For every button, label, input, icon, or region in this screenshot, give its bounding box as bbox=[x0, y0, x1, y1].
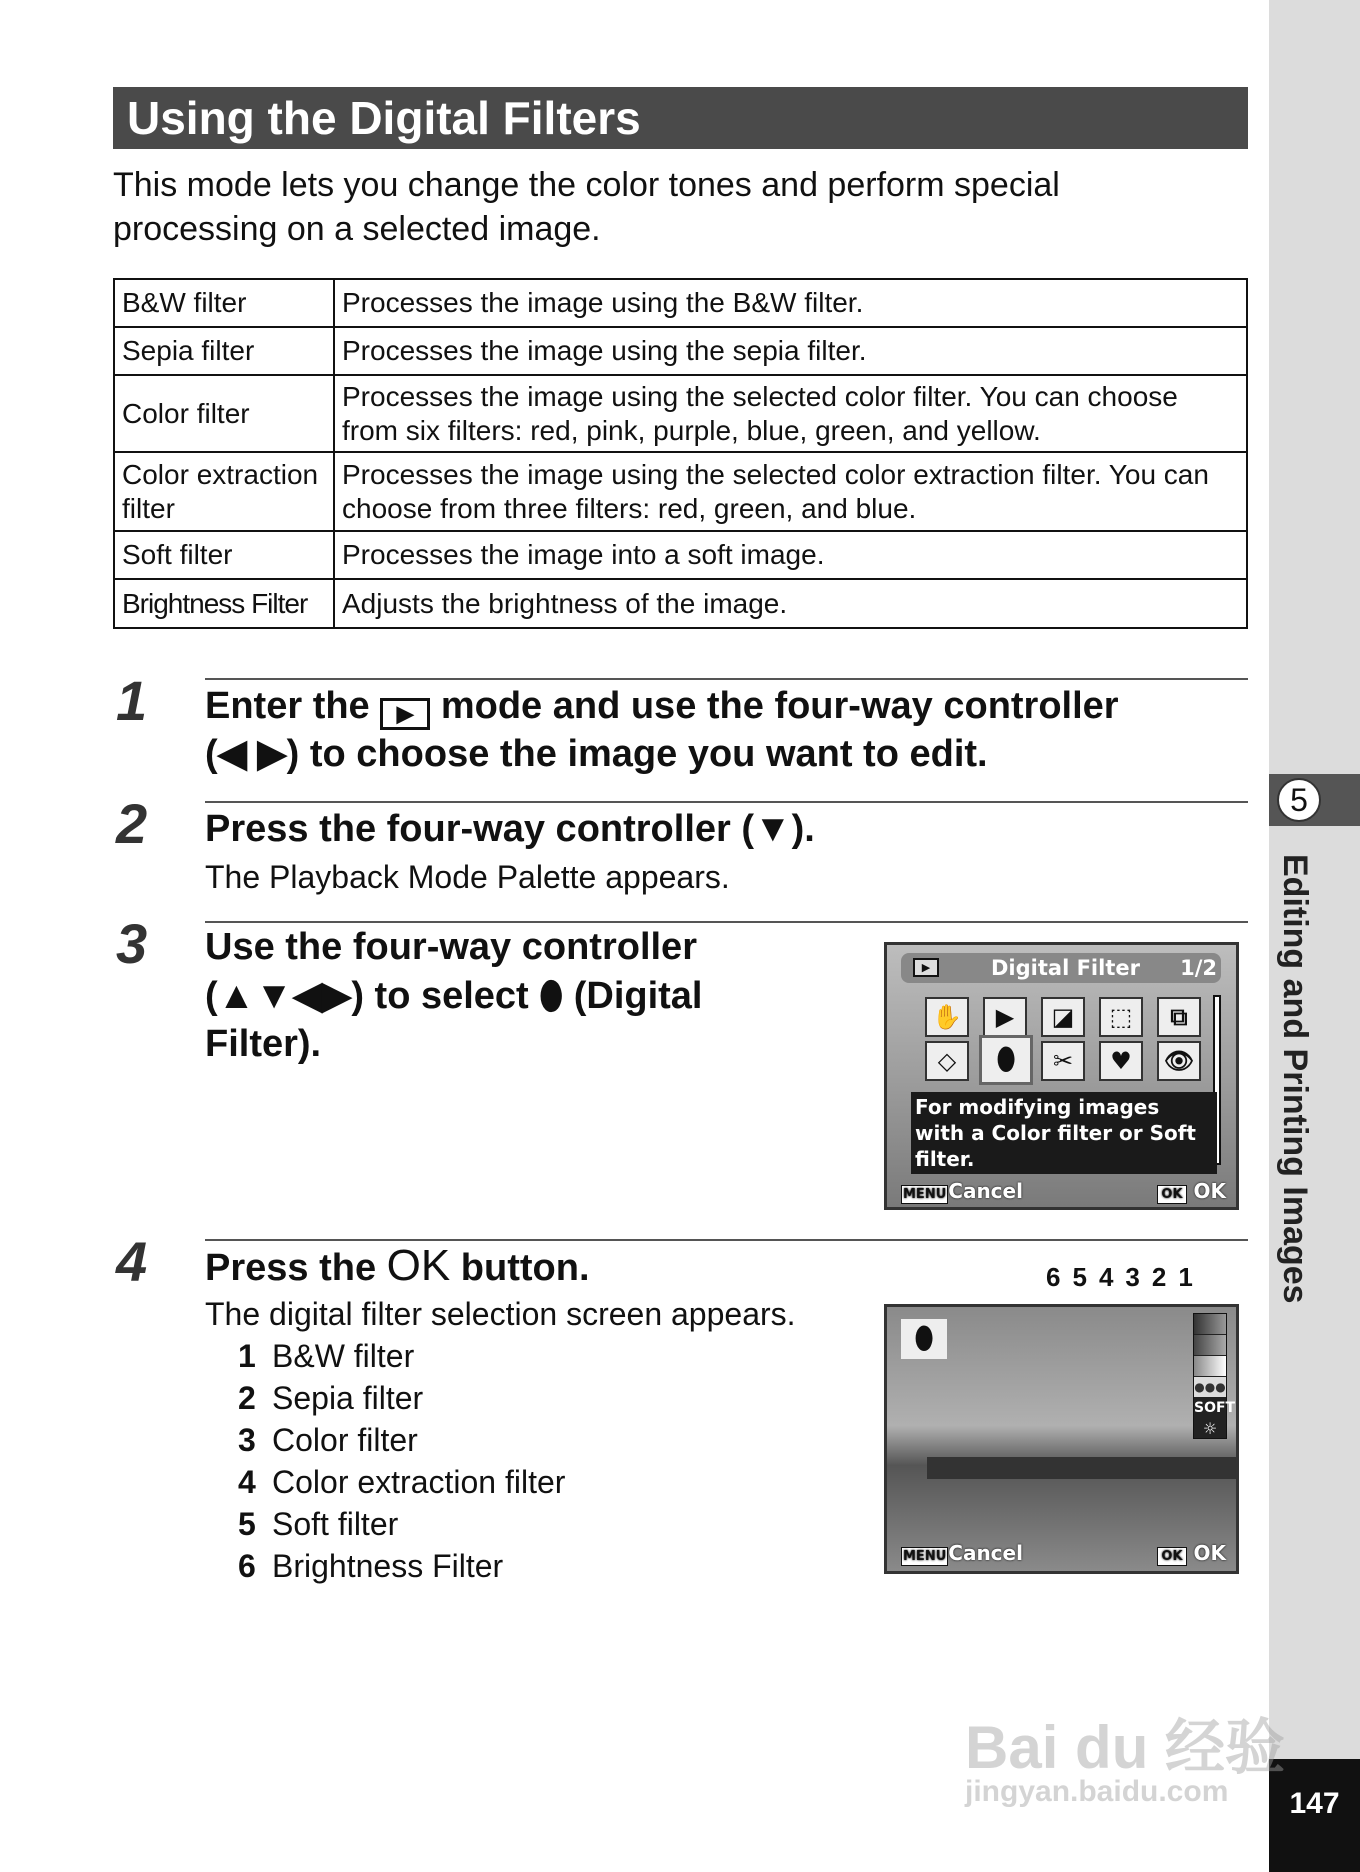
ok-button-glyph: OK bbox=[386, 1241, 451, 1290]
ok-label: OK bbox=[1193, 1541, 1226, 1565]
step-text: Press the bbox=[205, 1247, 377, 1289]
filter-name: Brightness Filter bbox=[114, 579, 334, 628]
digital-filter-icon[interactable]: ⬮ bbox=[979, 1035, 1033, 1085]
list-item: 3 Color filter bbox=[238, 1422, 418, 1458]
filter-name: Soft filter bbox=[114, 531, 334, 579]
bw-filter-icon[interactable] bbox=[1194, 1314, 1226, 1334]
filter-options-strip bbox=[1193, 1313, 1236, 1439]
cancel-label: Cancel bbox=[948, 1541, 1023, 1565]
step-text: Enter the bbox=[205, 685, 370, 727]
page-number: 147 bbox=[1269, 1759, 1360, 1872]
filter-name: Color extraction filter bbox=[114, 452, 334, 531]
step-3-heading-2 bbox=[205, 972, 703, 1020]
step-text: (Digital bbox=[573, 975, 703, 1017]
step-2-text: The Playback Mode Palette appears. bbox=[205, 859, 730, 895]
shake-reduction-icon: ✋ bbox=[925, 997, 969, 1037]
step-number: 2 bbox=[116, 792, 148, 855]
filter-desc: Processes the image into a soft image. bbox=[334, 531, 1247, 579]
pier-image bbox=[927, 1457, 1239, 1479]
list-item: 5 Soft filter bbox=[238, 1506, 399, 1542]
screen-page: 1/2 bbox=[1180, 956, 1217, 980]
brightness-filter-icon[interactable]: ☼ bbox=[1202, 1419, 1218, 1438]
step-3-heading: Use the four-way controller bbox=[205, 926, 697, 968]
camera-screen-filter-select bbox=[884, 1304, 1239, 1574]
playback-icon: ▶ bbox=[913, 958, 939, 977]
step-2-heading: Press the four-way controller (▼). bbox=[205, 808, 815, 850]
step-divider bbox=[205, 678, 1248, 680]
chapter-title: Editing and Printing Images bbox=[1276, 854, 1314, 1304]
resize-icon: ◪ bbox=[1041, 997, 1085, 1037]
sepia-filter-icon[interactable] bbox=[1194, 1335, 1226, 1355]
screen-title: Digital Filter bbox=[991, 956, 1140, 980]
intro-line-1: This mode lets you change the color tones and perform special bbox=[113, 166, 1060, 204]
playback-icon: ▶ bbox=[380, 698, 430, 730]
soft-filter-icon[interactable]: SOFT bbox=[1194, 1400, 1236, 1416]
movie-edit-icon: ✂ bbox=[1041, 1041, 1085, 1081]
camera-screen-palette bbox=[884, 942, 1239, 1210]
chapter-number: 5 bbox=[1277, 778, 1321, 822]
filter-name: Sepia filter bbox=[114, 327, 334, 375]
filter-name: B&W filter bbox=[114, 279, 334, 327]
ok-hint bbox=[1157, 1541, 1226, 1565]
page-title: Using the Digital Filters bbox=[113, 87, 1248, 149]
step-4-heading bbox=[205, 1242, 590, 1292]
table-row bbox=[114, 327, 1247, 375]
frame-composite-icon: ♥ bbox=[1099, 1041, 1143, 1081]
cropping-icon: ⬚ bbox=[1099, 997, 1143, 1037]
list-item: 6 Brightness Filter bbox=[238, 1548, 504, 1584]
filter-desc: Processes the image using the B&W filter. bbox=[334, 279, 1247, 327]
intro-line-2: processing on a selected image. bbox=[113, 210, 601, 248]
step-number: 3 bbox=[116, 912, 148, 975]
step-number: 1 bbox=[116, 669, 148, 732]
table-row bbox=[114, 452, 1247, 531]
color-extraction-icon[interactable]: ●●● bbox=[1194, 1377, 1226, 1397]
step-divider bbox=[205, 801, 1248, 803]
table-row bbox=[114, 579, 1247, 628]
list-item: 2 Sepia filter bbox=[238, 1380, 424, 1416]
watermark-logo: Bai du 经验 bbox=[965, 1714, 1286, 1781]
step-1-heading bbox=[205, 682, 1119, 730]
filter-desc: Processes the image using the selected color filter. You can choose from six filters: red, pink, purple, blue, green, and yellow. bbox=[334, 375, 1247, 452]
ok-key: OK bbox=[1157, 1547, 1186, 1566]
step-text: (▲▼◀▶) to select bbox=[205, 975, 529, 1017]
list-item: 1 B&W filter bbox=[238, 1338, 415, 1374]
filter-list bbox=[238, 1335, 565, 1587]
cancel-hint bbox=[901, 1541, 1023, 1565]
table-row bbox=[114, 531, 1247, 579]
step-divider bbox=[205, 1239, 1248, 1241]
menu-key: MENU bbox=[903, 1187, 947, 1202]
copy-icon: ⧉ bbox=[1157, 997, 1201, 1037]
filter-table bbox=[113, 278, 1248, 629]
screen-title-bar bbox=[901, 953, 1221, 983]
step-number: 4 bbox=[116, 1230, 148, 1293]
table-row bbox=[114, 375, 1247, 452]
step-1-heading-2: (◀ ▶) to choose the image you want to edit. bbox=[205, 733, 988, 775]
color-filter-icon[interactable] bbox=[1194, 1356, 1226, 1376]
table-row bbox=[114, 279, 1247, 327]
step-text: mode and use the four-way controller bbox=[440, 685, 1119, 727]
list-item: 4 Color extraction filter bbox=[238, 1464, 566, 1500]
filter-desc: Adjusts the brightness of the image. bbox=[334, 579, 1247, 628]
cancel-hint bbox=[901, 1179, 1023, 1203]
filter-name: Color filter bbox=[114, 375, 334, 452]
slideshow-icon: ▶ bbox=[983, 997, 1027, 1037]
rotate-icon: ◇ bbox=[925, 1041, 969, 1081]
cancel-label: Cancel bbox=[948, 1179, 1023, 1203]
ok-key: OK bbox=[1157, 1185, 1186, 1204]
help-message: For modifying images with a Color filter or Soft filter. bbox=[911, 1092, 1217, 1174]
watermark-url: jingyan.baidu.com bbox=[965, 1775, 1229, 1808]
ok-label: OK bbox=[1193, 1179, 1226, 1203]
filter-desc: Processes the image using the sepia filter. bbox=[334, 327, 1247, 375]
step-text: button. bbox=[460, 1247, 590, 1289]
step-4-text: The digital filter selection screen appears. bbox=[205, 1296, 796, 1332]
ok-hint bbox=[1157, 1179, 1226, 1203]
digital-filter-icon: ⬮ bbox=[901, 1319, 947, 1359]
callout-numbers: 654321 bbox=[1046, 1262, 1205, 1292]
digital-filter-icon: ⬮ bbox=[539, 975, 564, 1017]
step-3-heading-3: Filter). bbox=[205, 1023, 322, 1065]
filter-desc: Processes the image using the selected color extraction filter. You can choose from three filters: red, green, and blue. bbox=[334, 452, 1247, 531]
menu-key: MENU bbox=[903, 1549, 947, 1564]
red-eye-icon: 👁 bbox=[1157, 1041, 1201, 1081]
